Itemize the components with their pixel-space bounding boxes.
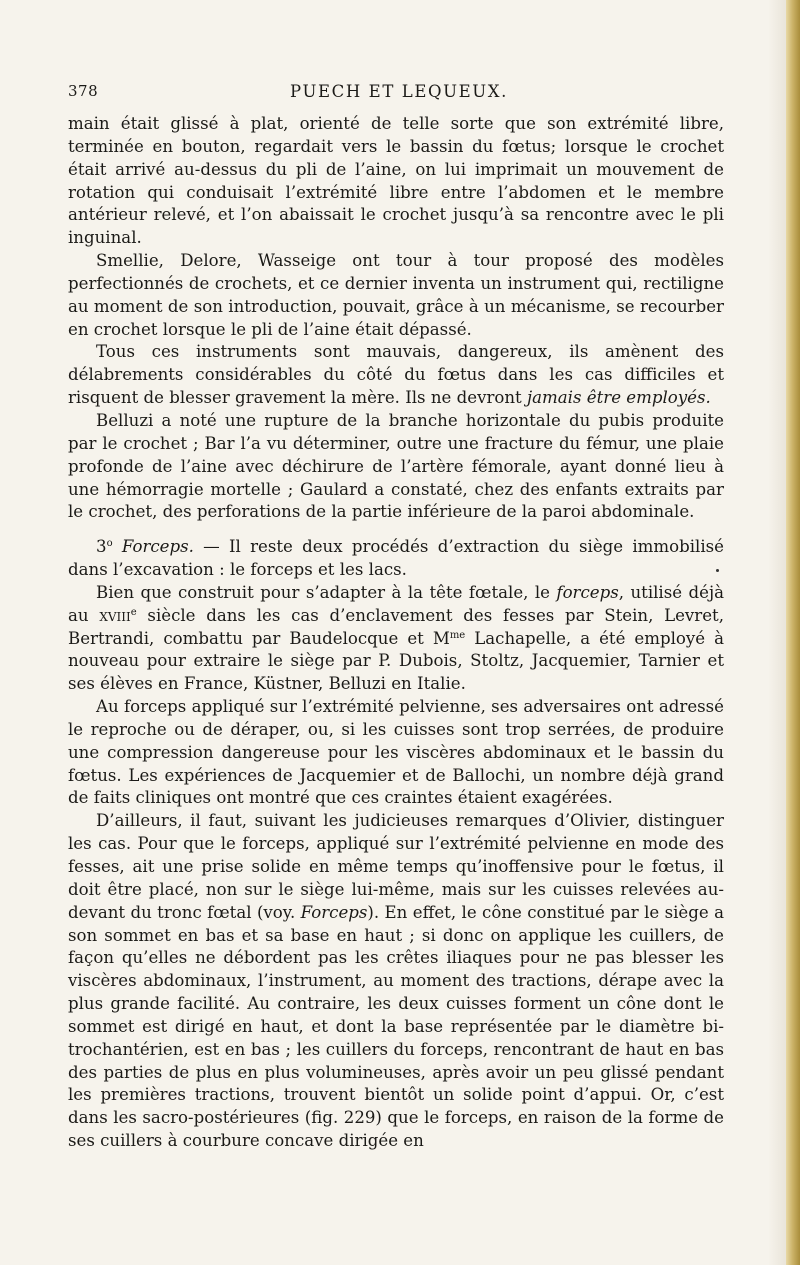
section-heading-forceps (68, 536, 724, 582)
running-head: PUECH ET LEQUEUX. (290, 82, 508, 101)
paragraph-3 (68, 341, 724, 410)
page-body (68, 113, 724, 1153)
century-numeral: xviii (99, 605, 131, 625)
paragraph-6-c: siècle dans les cas d’enclavement des fesses par Stein, Levret, Bertrandi, combattu par Baudelocque et M (68, 605, 724, 648)
section-number-sup: o (106, 538, 113, 550)
paragraph-8 (68, 810, 724, 1153)
paragraph-1: main était glissé à plat, orienté de telle sorte que son extrémité libre, terminée en bouton, regardait vers le bassin du fœtus; lorsque le crochet était arrivé au-dessus du pli de l’aine, on lui imprimait un mouvement de rotation qui conduisait l’extrémité libre entre l’abdomen et le membre antérieur relevé, et l’on abaissait le crochet jusqu’à sa rencontre avec le pli inguinal. (68, 114, 724, 248)
paragraph-6-emphasis: forceps (556, 582, 619, 602)
paragraph-6-b: , utilisé déjà au (68, 582, 724, 625)
paragraph-7: Au forceps appliqué sur l’extrémité pelvienne, ses adversaires ont adressé le reproche ou de déraper, ou, si les cuisses sont trop serrées, de produire une compression dangereuse pour les viscères abdominaux et le bassin du fœtus. Les expériences de Jacquemier et de Ballochi, un nombre déjà grand de faits cliniques ont montré que ces craintes étaient exagérées. (68, 697, 724, 808)
page-number: 378 (68, 82, 99, 100)
paragraph-2: Smellie, Delore, Wasseige ont tour à tour proposé des modèles perfectionnés de crochets, et ce dernier inventa un instrument qui, rectiligne au moment de son introduction, pouvait, grâce à un mécanisme, se recourber en crochet lorsque le pli de l’aine était dépassé. (68, 251, 724, 339)
ink-dot (716, 569, 719, 572)
paragraph-4: Belluzi a noté une rupture de la branche horizontale du pubis produite par le crochet ; Bar l’a vu déterminer, outre une fracture du fémur, une plaie profonde de l’aine avec déchirure de l’artère fémorale, ayant donné lieu à une hémorragie mortelle ; Gaulard a constaté, chez des enfants extraits par le crochet, des perforations de la partie inférieure de la paroi abdominale. (68, 410, 724, 522)
section-gap (68, 524, 724, 536)
paragraph-8-a: D’ailleurs, il faut, suivant les judicieuses remarques d’Olivier, distinguer les cas. Pour que le forceps, appliqué sur l’extrémité pelvienne en mode des fesses, ait une prise solide en même temps qu’inoffensive pour le fœtus, il doit être placé, non sur le siège lui-même, mais sur les cuisses relevées au-devant du tronc fœtal (voy. (68, 811, 724, 922)
paragraph-3-emphasis: jamais être employés. (527, 388, 711, 408)
century-sup: e (130, 606, 137, 618)
paragraph-8-b: ). En effet, le cône constitué par le siège a son sommet en bas et sa base en haut ; si donc on applique les cuillers, de façon qu’elles ne débordent pas les crêtes iliaques pour ne pas blesser les viscères abdominaux, l’instrument, au moment des tractions, dérape avec la plus grande facilité. Au contraire, les deux cuisses forment un cône dont le sommet est dirigé en haut, et dont la base représentée par le diamètre bi-trochantérien, est en bas ; les cuillers du forceps, rencontrant de haut en bas des parties de plus en plus volumineuses, après avoir un peu glissé pendant les premières tractions, trouvent bientôt un solide point d’appui. Or, c’est dans les sacro-postérieures (fig. 229) que le forceps, en raison de la forme de ses cuillers à courbure concave dirigée en (68, 902, 724, 1151)
page-edge-shadow (768, 0, 786, 1265)
page-edge (786, 0, 800, 1265)
paragraph-6-a: Bien que construit pour s’adapter à la tête fœtale, le (96, 582, 557, 602)
mme-sup: me (449, 629, 466, 641)
section-intro: — Il reste deux procédés d’extraction du siège immobilisé dans l’excavation : le forceps et les lacs. (68, 537, 724, 580)
paragraph-6 (68, 582, 724, 696)
section-number: 3 (96, 537, 107, 557)
page-header (68, 82, 730, 106)
paragraph-6-d: Lachapelle, a été employé à nouveau pour extraire le siège par P. Dubois, Stoltz, Jacquemier, Tarnier et ses élèves en France, Küstner, Belluzi en Italie. (68, 628, 724, 694)
paragraph-8-emphasis: Forceps (300, 902, 368, 922)
paragraph-3-text: Tous ces instruments sont mauvais, dangereux, ils amènent des délabrements considérables du côté du fœtus dans les cas difficiles et risquent de blesser gravement la mère. Ils ne devront (68, 342, 724, 408)
section-title: Forceps. (121, 537, 194, 557)
